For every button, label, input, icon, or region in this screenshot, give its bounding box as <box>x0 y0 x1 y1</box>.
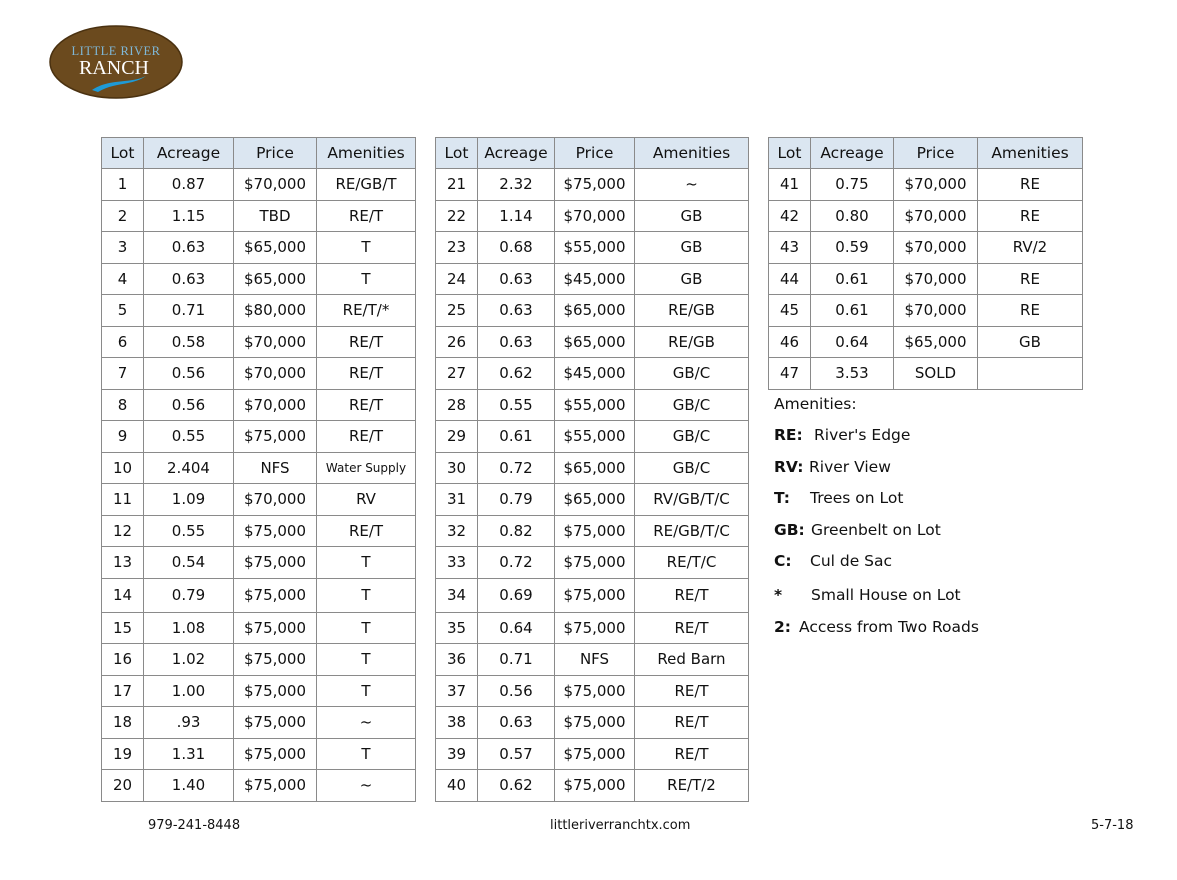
table-row <box>102 389 416 421</box>
cell-price: $80,000 <box>234 295 317 327</box>
table-row <box>102 738 416 770</box>
cell-price: $65,000 <box>555 484 635 516</box>
cell-amenities: GB/C <box>635 452 749 484</box>
cell-lot: 33 <box>436 547 478 579</box>
header-amenities: Amenities <box>317 138 416 169</box>
cell-amenities: RE/GB <box>635 295 749 327</box>
cell-acreage: .93 <box>144 707 234 739</box>
cell-price: $75,000 <box>234 515 317 547</box>
cell-lot: 22 <box>436 200 478 232</box>
cell-amenities: GB/C <box>635 421 749 453</box>
cell-acreage: 0.68 <box>478 232 555 264</box>
cell-amenities: RE <box>978 263 1083 295</box>
cell-acreage: 0.61 <box>811 295 894 327</box>
header-lot: Lot <box>436 138 478 169</box>
legend-description: Greenbelt on Lot <box>811 521 941 539</box>
cell-price: $45,000 <box>555 263 635 295</box>
legend-description: River's Edge <box>814 426 911 444</box>
cell-acreage: 0.80 <box>811 200 894 232</box>
cell-lot: 43 <box>769 232 811 264</box>
cell-acreage: 0.62 <box>478 770 555 802</box>
cell-acreage: 0.72 <box>478 547 555 579</box>
cell-price: SOLD <box>894 358 978 390</box>
cell-acreage: 2.404 <box>144 452 234 484</box>
legend-code: C: <box>774 552 792 570</box>
table-row <box>436 200 749 232</box>
cell-price: $70,000 <box>894 295 978 327</box>
cell-amenities: RE/T <box>317 389 416 421</box>
cell-price: $45,000 <box>555 358 635 390</box>
table-row <box>102 200 416 232</box>
legend-item <box>774 489 903 507</box>
legend-code: RE: <box>774 426 803 444</box>
cell-lot: 39 <box>436 738 478 770</box>
cell-amenities: RE/T <box>317 326 416 358</box>
cell-price: $75,000 <box>555 515 635 547</box>
table-row <box>102 707 416 739</box>
cell-lot: 42 <box>769 200 811 232</box>
cell-lot: 14 <box>102 578 144 612</box>
cell-amenities: GB/C <box>635 389 749 421</box>
cell-price: $75,000 <box>555 169 635 201</box>
table-row <box>436 326 749 358</box>
cell-lot: 6 <box>102 326 144 358</box>
cell-price: $75,000 <box>555 770 635 802</box>
cell-amenities: T <box>317 263 416 295</box>
cell-amenities: RE/T <box>317 421 416 453</box>
table-row <box>436 644 749 676</box>
cell-lot: 29 <box>436 421 478 453</box>
legend-description: Access from Two Roads <box>799 618 979 636</box>
table-row <box>436 358 749 390</box>
cell-price: $70,000 <box>894 263 978 295</box>
cell-amenities <box>978 358 1083 390</box>
footer-date: 5-7-18 <box>1091 818 1134 833</box>
table-row <box>102 452 416 484</box>
cell-lot: 41 <box>769 169 811 201</box>
header-price: Price <box>555 138 635 169</box>
legend-title: Amenities: <box>774 395 857 413</box>
legend-description: Trees on Lot <box>810 489 904 507</box>
table-row <box>102 326 416 358</box>
cell-amenities: T <box>317 547 416 579</box>
lots-table-1 <box>101 137 416 802</box>
cell-price: $75,000 <box>234 707 317 739</box>
table-row <box>102 263 416 295</box>
legend-code: GB: <box>774 521 805 539</box>
table-row <box>102 421 416 453</box>
cell-lot: 16 <box>102 644 144 676</box>
cell-price: $75,000 <box>234 738 317 770</box>
table-row <box>769 326 1083 358</box>
header-acreage: Acreage <box>811 138 894 169</box>
cell-acreage: 1.09 <box>144 484 234 516</box>
legend-item <box>774 618 979 636</box>
cell-amenities: RE/T <box>635 612 749 644</box>
cell-lot: 17 <box>102 675 144 707</box>
cell-amenities: T <box>317 612 416 644</box>
table-header-row <box>102 138 416 169</box>
cell-price: $75,000 <box>555 612 635 644</box>
cell-acreage: 0.63 <box>478 295 555 327</box>
cell-amenities: T <box>317 675 416 707</box>
table-row <box>102 547 416 579</box>
cell-acreage: 0.56 <box>144 358 234 390</box>
table-header-row <box>436 138 749 169</box>
cell-lot: 4 <box>102 263 144 295</box>
cell-acreage: 0.56 <box>478 675 555 707</box>
table-row <box>102 358 416 390</box>
legend-item <box>774 552 892 570</box>
cell-amenities: RE/GB/T <box>317 169 416 201</box>
cell-amenities: RE/T/C <box>635 547 749 579</box>
cell-price: $75,000 <box>555 738 635 770</box>
footer-website: littleriverranchtx.com <box>550 818 691 833</box>
cell-lot: 23 <box>436 232 478 264</box>
cell-lot: 35 <box>436 612 478 644</box>
legend-code: * <box>774 586 783 604</box>
cell-amenities: T <box>317 738 416 770</box>
legend-code: RV: <box>774 458 804 476</box>
legend-item <box>774 586 961 604</box>
table-body <box>769 169 1083 390</box>
cell-lot: 3 <box>102 232 144 264</box>
cell-acreage: 0.82 <box>478 515 555 547</box>
cell-lot: 15 <box>102 612 144 644</box>
legend-item <box>774 521 941 539</box>
footer-phone: 979-241-8448 <box>148 818 241 833</box>
table-row <box>436 515 749 547</box>
cell-lot: 19 <box>102 738 144 770</box>
cell-lot: 26 <box>436 326 478 358</box>
cell-lot: 44 <box>769 263 811 295</box>
cell-acreage: 1.14 <box>478 200 555 232</box>
cell-acreage: 1.02 <box>144 644 234 676</box>
cell-price: $75,000 <box>555 707 635 739</box>
cell-acreage: 0.64 <box>811 326 894 358</box>
cell-lot: 45 <box>769 295 811 327</box>
cell-lot: 8 <box>102 389 144 421</box>
table-body <box>436 169 749 802</box>
cell-acreage: 0.61 <box>478 421 555 453</box>
cell-acreage: 0.55 <box>144 421 234 453</box>
cell-acreage: 0.54 <box>144 547 234 579</box>
cell-price: $75,000 <box>234 612 317 644</box>
cell-acreage: 0.64 <box>478 612 555 644</box>
header-price: Price <box>894 138 978 169</box>
header-acreage: Acreage <box>144 138 234 169</box>
table-body <box>102 169 416 802</box>
cell-price: $75,000 <box>234 770 317 802</box>
cell-amenities: RE/T <box>635 578 749 612</box>
table-row <box>436 707 749 739</box>
cell-price: $65,000 <box>234 263 317 295</box>
table-row <box>436 738 749 770</box>
logo-line2: RANCH <box>78 57 150 79</box>
cell-amenities: GB <box>978 326 1083 358</box>
table-row <box>436 675 749 707</box>
cell-amenities: T <box>317 644 416 676</box>
cell-acreage: 0.87 <box>144 169 234 201</box>
table-row <box>436 295 749 327</box>
cell-amenities: RE/T <box>317 358 416 390</box>
cell-amenities: Water Supply <box>317 452 416 484</box>
cell-lot: 11 <box>102 484 144 516</box>
legend-code: T: <box>774 489 790 507</box>
cell-price: $75,000 <box>234 421 317 453</box>
cell-price: $70,000 <box>894 232 978 264</box>
table-row <box>769 263 1083 295</box>
table-row <box>102 295 416 327</box>
cell-lot: 37 <box>436 675 478 707</box>
legend-description: Cul de Sac <box>810 552 893 570</box>
cell-acreage: 0.56 <box>144 389 234 421</box>
cell-amenities: ~ <box>317 707 416 739</box>
cell-acreage: 0.75 <box>811 169 894 201</box>
logo-graphic <box>48 24 184 100</box>
cell-amenities: RE/T <box>317 200 416 232</box>
cell-amenities: Red Barn <box>635 644 749 676</box>
logo-line1: LITTLE RIVER <box>71 44 161 58</box>
cell-price: TBD <box>234 200 317 232</box>
cell-lot: 10 <box>102 452 144 484</box>
cell-acreage: 0.72 <box>478 452 555 484</box>
cell-acreage: 2.32 <box>478 169 555 201</box>
cell-acreage: 0.61 <box>811 263 894 295</box>
cell-acreage: 0.62 <box>478 358 555 390</box>
cell-lot: 9 <box>102 421 144 453</box>
cell-amenities: T <box>317 578 416 612</box>
cell-price: $65,000 <box>555 452 635 484</box>
cell-acreage: 0.79 <box>478 484 555 516</box>
table-row <box>436 452 749 484</box>
cell-lot: 27 <box>436 358 478 390</box>
table-row <box>436 232 749 264</box>
cell-price: $70,000 <box>234 326 317 358</box>
table-row <box>436 421 749 453</box>
cell-lot: 30 <box>436 452 478 484</box>
cell-lot: 5 <box>102 295 144 327</box>
cell-acreage: 1.08 <box>144 612 234 644</box>
cell-lot: 36 <box>436 644 478 676</box>
cell-amenities: RV/GB/T/C <box>635 484 749 516</box>
table-row <box>102 515 416 547</box>
table-header-row <box>769 138 1083 169</box>
cell-price: $75,000 <box>555 547 635 579</box>
cell-amenities: RV/2 <box>978 232 1083 264</box>
legend-description: Small House on Lot <box>811 586 961 604</box>
cell-amenities: RE/T <box>635 738 749 770</box>
cell-price: $75,000 <box>234 675 317 707</box>
cell-acreage: 0.63 <box>478 707 555 739</box>
cell-amenities: RE/GB <box>635 326 749 358</box>
cell-acreage: 0.59 <box>811 232 894 264</box>
cell-price: $65,000 <box>555 295 635 327</box>
table-row <box>436 547 749 579</box>
cell-amenities: ~ <box>317 770 416 802</box>
cell-acreage: 0.63 <box>478 326 555 358</box>
cell-price: $70,000 <box>894 200 978 232</box>
cell-price: $75,000 <box>555 675 635 707</box>
cell-price: $70,000 <box>234 389 317 421</box>
header-lot: Lot <box>102 138 144 169</box>
cell-lot: 7 <box>102 358 144 390</box>
table-row <box>769 200 1083 232</box>
cell-acreage: 0.69 <box>478 578 555 612</box>
table-row <box>436 263 749 295</box>
cell-amenities: GB <box>635 200 749 232</box>
table-row <box>769 295 1083 327</box>
header-amenities: Amenities <box>978 138 1083 169</box>
cell-acreage: 0.63 <box>144 263 234 295</box>
cell-lot: 47 <box>769 358 811 390</box>
table-row <box>436 770 749 802</box>
cell-price: $65,000 <box>555 326 635 358</box>
cell-price: $65,000 <box>234 232 317 264</box>
cell-amenities: RE <box>978 200 1083 232</box>
cell-acreage: 1.15 <box>144 200 234 232</box>
cell-price: $75,000 <box>555 578 635 612</box>
cell-lot: 25 <box>436 295 478 327</box>
cell-price: NFS <box>555 644 635 676</box>
cell-lot: 13 <box>102 547 144 579</box>
cell-acreage: 0.71 <box>144 295 234 327</box>
table-row <box>102 675 416 707</box>
header-price: Price <box>234 138 317 169</box>
cell-price: $70,000 <box>234 169 317 201</box>
cell-price: $70,000 <box>555 200 635 232</box>
cell-acreage: 0.63 <box>478 263 555 295</box>
cell-acreage: 0.57 <box>478 738 555 770</box>
cell-price: $70,000 <box>894 169 978 201</box>
table-row <box>436 484 749 516</box>
table-row <box>102 484 416 516</box>
cell-acreage: 0.58 <box>144 326 234 358</box>
legend-description: River View <box>809 458 891 476</box>
cell-amenities: RE/T <box>317 515 416 547</box>
legend-item <box>774 458 891 476</box>
legend-code: 2: <box>774 618 791 636</box>
table-row <box>102 232 416 264</box>
cell-acreage: 3.53 <box>811 358 894 390</box>
cell-acreage: 0.71 <box>478 644 555 676</box>
cell-lot: 1 <box>102 169 144 201</box>
cell-lot: 28 <box>436 389 478 421</box>
cell-acreage: 1.31 <box>144 738 234 770</box>
table-row <box>102 770 416 802</box>
cell-acreage: 0.79 <box>144 578 234 612</box>
cell-price: $75,000 <box>234 547 317 579</box>
table-row <box>769 232 1083 264</box>
cell-amenities: RE/T/2 <box>635 770 749 802</box>
table-row <box>436 169 749 201</box>
table-row <box>102 612 416 644</box>
cell-price: $55,000 <box>555 421 635 453</box>
table-row <box>769 358 1083 390</box>
cell-price: $55,000 <box>555 389 635 421</box>
lots-table-3 <box>768 137 1083 390</box>
cell-price: $70,000 <box>234 484 317 516</box>
cell-lot: 46 <box>769 326 811 358</box>
header-acreage: Acreage <box>478 138 555 169</box>
table-row <box>102 578 416 612</box>
cell-price: $70,000 <box>234 358 317 390</box>
cell-amenities: RE/T/* <box>317 295 416 327</box>
cell-amenities: GB/C <box>635 358 749 390</box>
cell-amenities: T <box>317 232 416 264</box>
table-row <box>436 389 749 421</box>
cell-amenities: RE/T <box>635 707 749 739</box>
cell-price: NFS <box>234 452 317 484</box>
cell-price: $65,000 <box>894 326 978 358</box>
header-amenities: Amenities <box>635 138 749 169</box>
cell-lot: 40 <box>436 770 478 802</box>
cell-amenities: RE/GB/T/C <box>635 515 749 547</box>
table-row <box>436 578 749 612</box>
cell-lot: 34 <box>436 578 478 612</box>
cell-price: $75,000 <box>234 578 317 612</box>
cell-amenities: GB <box>635 232 749 264</box>
cell-acreage: 1.40 <box>144 770 234 802</box>
cell-lot: 24 <box>436 263 478 295</box>
cell-amenities: RE <box>978 169 1083 201</box>
cell-amenities: RV <box>317 484 416 516</box>
cell-price: $55,000 <box>555 232 635 264</box>
cell-lot: 2 <box>102 200 144 232</box>
cell-acreage: 0.55 <box>144 515 234 547</box>
cell-amenities: GB <box>635 263 749 295</box>
cell-acreage: 0.63 <box>144 232 234 264</box>
cell-lot: 18 <box>102 707 144 739</box>
cell-amenities: ~ <box>635 169 749 201</box>
cell-price: $75,000 <box>234 644 317 676</box>
little-river-ranch-logo <box>48 24 184 100</box>
cell-lot: 12 <box>102 515 144 547</box>
cell-lot: 20 <box>102 770 144 802</box>
cell-amenities: RE/T <box>635 675 749 707</box>
lots-table-2 <box>435 137 749 802</box>
cell-lot: 21 <box>436 169 478 201</box>
cell-amenities: RE <box>978 295 1083 327</box>
legend-item <box>774 426 910 444</box>
cell-lot: 38 <box>436 707 478 739</box>
table-row <box>769 169 1083 201</box>
table-row <box>436 612 749 644</box>
cell-acreage: 1.00 <box>144 675 234 707</box>
table-row <box>102 169 416 201</box>
cell-lot: 32 <box>436 515 478 547</box>
cell-acreage: 0.55 <box>478 389 555 421</box>
header-lot: Lot <box>769 138 811 169</box>
table-row <box>102 644 416 676</box>
cell-lot: 31 <box>436 484 478 516</box>
